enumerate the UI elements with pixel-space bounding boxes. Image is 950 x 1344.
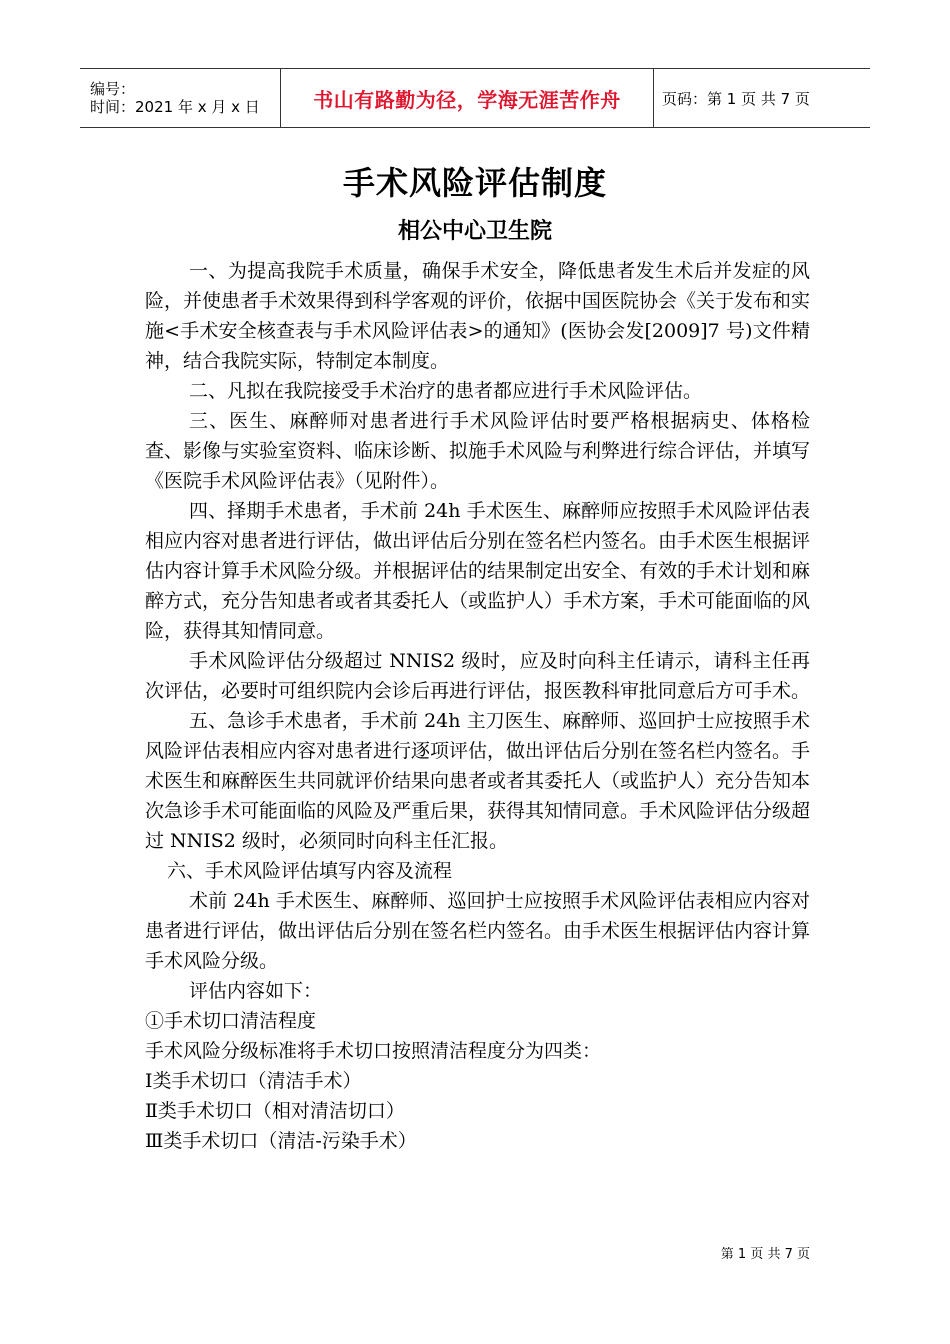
- paragraph-3: 三、医生、麻醉师对患者进行手术风险评估时要严格根据病史、体格检查、影像与实验室资料、临床诊断、拟施手术风险与利弊进行综合评估，并填写《医院手术风险评估表》（见附件）。: [145, 410, 811, 492]
- page-footer: 第 1 页 共 7 页: [720, 1247, 810, 1262]
- list-item: Ⅱ类手术切口（相对清洁切口）: [145, 1100, 405, 1122]
- paragraph-7: 六、手术风险评估填写内容及流程: [167, 860, 453, 882]
- list-item: Ⅰ类手术切口（清洁手术）: [145, 1070, 362, 1092]
- paragraph-2: 二、凡拟在我院接受手术治疗的患者都应进行手术风险评估。: [189, 380, 703, 402]
- paragraph-6: 五、急诊手术患者，手术前 24h 主刀医生、麻醉师、巡回护士应按照手术风险评估表相应内容对患者进行逐项评估，做出评估后分别在签名栏内签名。手术医生和麻醉医生共同就评价结果向患者或者其委托人（或监护人）充分告知本次急诊手术可能面临的风险及严重后果，获得其知情同意。手术风险评估分级超过 NNIS2 级时，必须同时向科主任汇报。: [145, 710, 811, 852]
- document-number-label: 编号：: [90, 80, 136, 98]
- document-date: 时间：2021 年 x 月 x 日: [90, 98, 260, 116]
- header-meta: [80, 69, 280, 127]
- list-item: ①手术切口清洁程度: [145, 1010, 317, 1032]
- header-page-info: 页码：第 1 页 共 7 页: [662, 89, 810, 108]
- paragraph-1: 一、为提高我院手术质量，确保手术安全，降低患者发生术后并发症的风险，并使患者手术效果得到科学客观的评价，依据中国医院协会《关于发布和实施<手术安全核查表与手术风险评估表>的通知》(医协会发[2009]7 号)文件精神，结合我院实际，特制定本制度。: [145, 260, 811, 372]
- page-header: [80, 68, 870, 128]
- list-item: 手术风险分级标准将手术切口按照清洁程度分为四类：: [145, 1040, 602, 1062]
- list-item: Ⅲ类手术切口（清洁-污染手术）: [145, 1130, 417, 1152]
- document-subtitle: 相公中心卫生院: [397, 219, 552, 244]
- paragraph-8: 术前 24h 手术医生、麻醉师、巡回护士应按照手术风险评估表相应内容对患者进行评估，做出评估后分别在签名栏内签名。由手术医生根据评估内容计算手术风险分级。: [145, 890, 811, 972]
- paragraph-9: 评估内容如下：: [189, 980, 323, 1002]
- paragraph-5: 手术风险评估分级超过 NNIS2 级时，应及时向科主任请示，请科主任再次评估，必要时可组织院内会诊后再进行评估，报医教科审批同意后方可手术。: [145, 650, 811, 702]
- document-title: 手术风险评估制度: [342, 164, 607, 202]
- header-page-info-cell: [654, 69, 870, 127]
- document-body: [145, 256, 810, 1156]
- paragraph-4: 四、择期手术患者，手术前 24h 手术医生、麻醉师应按照手术风险评估表相应内容对患者进行评估，做出评估后分别在签名栏内签名。由手术医生根据评估内容计算手术风险分级。并根据评估的结果制定出安全、有效的手术计划和麻醉方式，充分告知患者或者其委托人（或监护人）手术方案，手术可能面临的风险，获得其知情同意。: [145, 500, 811, 642]
- header-motto-cell: [280, 69, 654, 127]
- header-motto: 书山有路勤为径，学海无涯苦作舟: [313, 87, 621, 112]
